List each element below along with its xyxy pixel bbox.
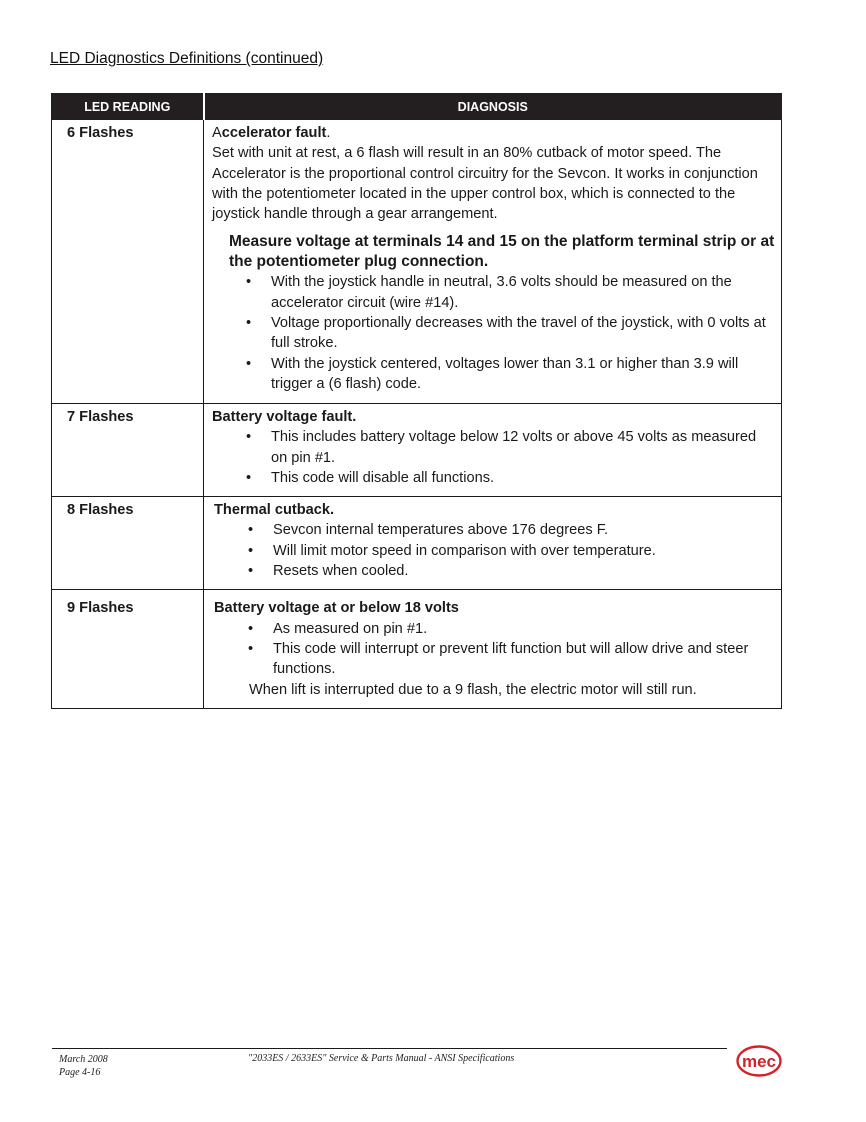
list-item: • With the joystick centered, voltages lower than 3.1 or higher than 3.9 will trigger a (6 flash) code. bbox=[212, 354, 775, 395]
diagnosis-cell bbox=[204, 497, 782, 590]
table-row bbox=[52, 404, 782, 497]
measure-instruction: Measure voltage at terminals 14 and 15 on the platform terminal strip or at the potentiometer plug connection. bbox=[229, 233, 775, 271]
table-row bbox=[52, 590, 782, 709]
led-reading-cell: 8 Flashes bbox=[52, 497, 204, 590]
diagnosis-title: Thermal cutback. bbox=[214, 502, 335, 519]
mec-logo-icon bbox=[736, 1045, 782, 1077]
list-item: • With the joystick handle in neutral, 3.6 volts should be measured on the accelerator circuit (wire #14). bbox=[212, 272, 775, 313]
bullet-list bbox=[212, 272, 775, 394]
list-item: • This code will disable all functions. bbox=[212, 468, 775, 488]
list-item: • This code will interrupt or prevent lift function but will allow drive and steer functions. bbox=[214, 639, 775, 680]
table-row bbox=[52, 120, 782, 404]
diagnosis-title: Battery voltage fault. bbox=[212, 409, 357, 425]
led-reading-cell: 6 Flashes bbox=[52, 120, 204, 404]
list-item: • Sevcon internal temperatures above 176 degrees F. bbox=[214, 520, 775, 540]
list-item: • Will limit motor speed in comparison with over temperature. bbox=[214, 541, 775, 561]
led-reading-cell: 9 Flashes bbox=[52, 590, 204, 709]
diagnosis-cell bbox=[204, 404, 782, 497]
title-end: . bbox=[326, 125, 331, 141]
diagnosis-paragraph: Set with unit at rest, a 6 flash will result in an 80% cutback of motor speed. The Accelerator is the proportional control circuitry for the Sevcon. It works in conjunction with the potentiometer located in the upper control box, which is connected to the joystick handle through a gear arrangement. bbox=[212, 145, 758, 223]
bullet-list bbox=[214, 520, 775, 581]
table-header-row bbox=[52, 94, 782, 120]
list-item: • Resets when cooled. bbox=[214, 561, 775, 581]
title-bold: ccelerator fault bbox=[221, 125, 327, 141]
diagnosis-title bbox=[212, 123, 775, 143]
bullet-list bbox=[214, 619, 775, 680]
led-diagnostics-table bbox=[51, 93, 782, 709]
list-item: • As measured on pin #1. bbox=[214, 619, 775, 639]
header-diagnosis: DIAGNOSIS bbox=[204, 94, 782, 120]
diagnosis-cell bbox=[204, 120, 782, 404]
footer-date-page bbox=[59, 1053, 108, 1079]
header-led-reading: LED READING bbox=[52, 94, 204, 120]
footer-divider bbox=[52, 1048, 727, 1049]
diagnosis-title: Battery voltage at or below 18 volts bbox=[214, 600, 459, 617]
page-title: LED Diagnostics Definitions (continued) bbox=[50, 50, 324, 67]
footer-date: March 2008 bbox=[59, 1054, 108, 1065]
list-item: • This includes battery voltage below 12 volts or above 45 volts as measured on pin #1. bbox=[212, 427, 775, 468]
logo-text: mec bbox=[741, 1052, 777, 1071]
title-initial: A bbox=[212, 125, 222, 141]
trailing-note: When lift is interrupted due to a 9 flash, the electric motor will still run. bbox=[249, 681, 697, 698]
led-reading-cell: 7 Flashes bbox=[52, 404, 204, 497]
table-row bbox=[52, 497, 782, 590]
bullet-list bbox=[212, 427, 775, 488]
list-item: • Voltage proportionally decreases with the travel of the joystick, with 0 volts at full stroke. bbox=[212, 313, 775, 354]
footer-page-number: Page 4-16 bbox=[59, 1067, 101, 1078]
diagnosis-cell bbox=[204, 590, 782, 709]
footer-manual-title: "2033ES / 2633ES" Service & Parts Manual - ANSI Specifications bbox=[248, 1053, 515, 1064]
